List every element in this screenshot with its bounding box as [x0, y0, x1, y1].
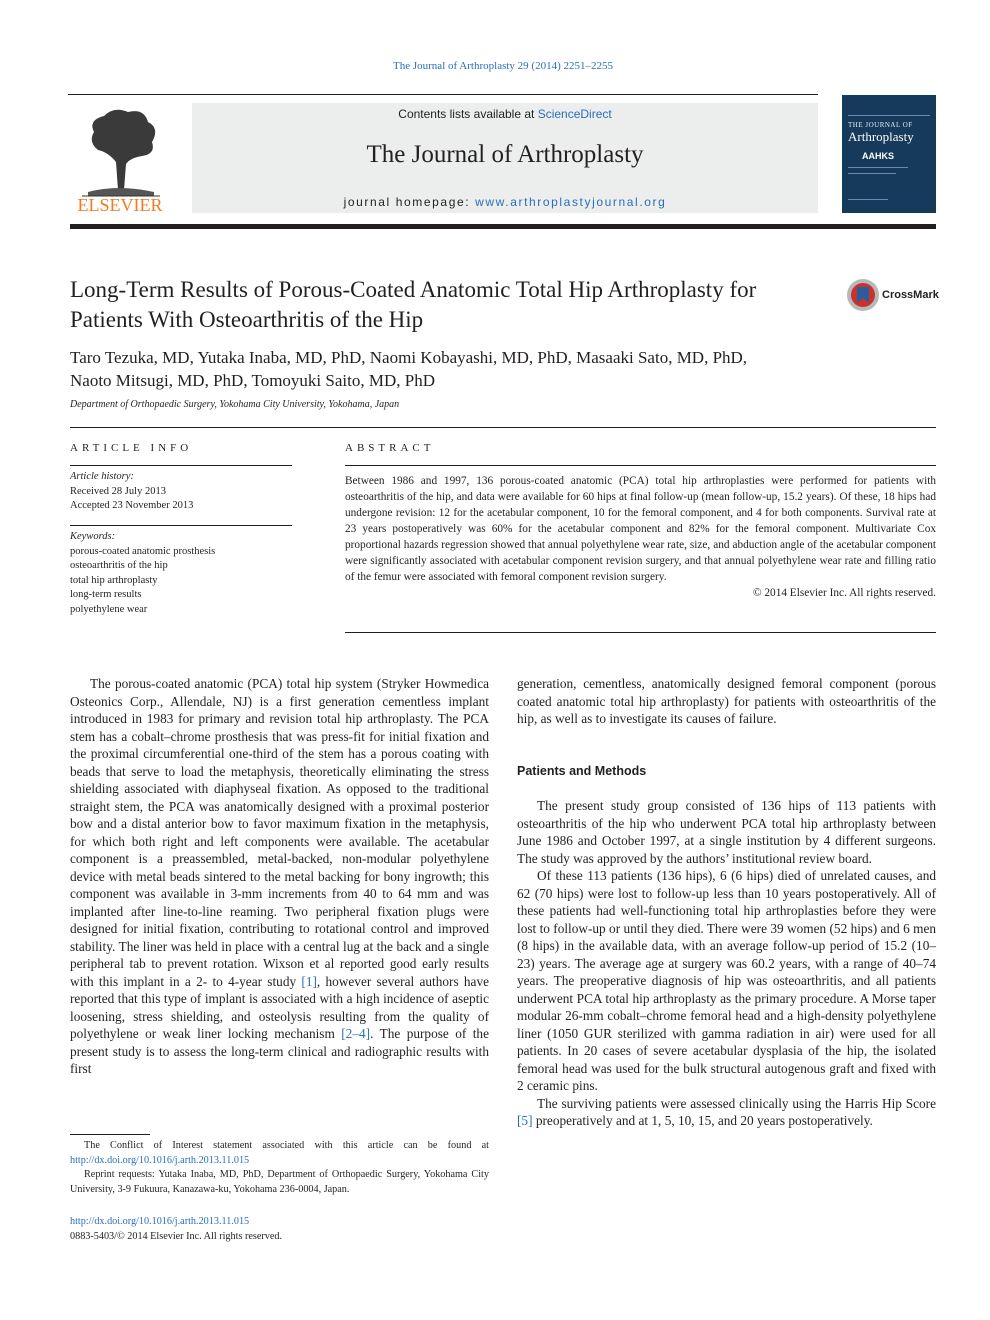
crossmark-badge[interactable]: [846, 278, 938, 312]
article-title: Long-Term Results of Porous-Coated Anatomic Total Hip Arthroplasty for Patients With Osteoarthritis of the Hip: [70, 277, 757, 332]
footnotes: [70, 1139, 489, 1197]
methods-text: preoperatively and at 1, 5, 10, 15, and 20 years postoperatively.: [532, 1113, 873, 1128]
abstract-rule: [345, 465, 936, 466]
intro-text: . The purpose of the present study is to assess the long-term clinical and radiographic results with first: [70, 1026, 489, 1076]
section-heading: Patients and Methods: [517, 763, 647, 778]
issn-line: 0883-5403/© 2014 Elsevier Inc. All rights reserved.: [70, 1231, 283, 1242]
contents-prefix: Contents lists available at: [398, 107, 538, 121]
keyword: polyethylene wear: [70, 603, 148, 615]
authors-line-1: Taro Tezuka, MD, Yutaka Inaba, MD, PhD, Naomi Kobayashi, MD, PhD, Masaaki Sato, MD, PhD,: [70, 348, 748, 367]
authors-line-2: Naoto Mitsugi, MD, PhD, Tomoyuki Saito, MD, PhD: [70, 371, 435, 390]
intro-continuation: generation, cementless, anatomically designed femoral component (porous coated anatomic total hip arthroplasty) for patients with osteoarthritis of the hip, as well as to investigate its causes of failure.: [517, 676, 936, 726]
footnote-rule: [70, 1134, 150, 1135]
abstract-end-rule: [345, 632, 936, 633]
cover-rule: [848, 167, 908, 168]
info-rule: [70, 525, 292, 526]
abstract-body: [345, 473, 936, 601]
journal-banner: [192, 103, 818, 213]
citation-link[interactable]: [5]: [517, 1113, 533, 1128]
intro-text: The porous-coated anatomic (PCA) total hip system (Stryker Howmedica Osteonics Corp., Allendale, NJ) is a first generation cementless implant introduced in 1983 for primary and revision total hip arthroplasty. The PCA stem has a cobalt–chrome prosthesis that was press-fit for initial fixation and the proximal circumferential one-third of the stem has a porous coating with beads that serve to load the metaphysis, theoretically eliminating the stress shielding associated with diaphyseal fixation. As opposed to the traditional straight stem, the PCA was anatomically designed with a proximal posterior bow and a distal anterior bow to favor maximum fixation in the metaphysis, for which both right and left components were available. The acetabular component is a preassembled, metal-backed, non-modular polyethylene device with metal beads sintered to the metal backing for bony ingrowth; this component was available in 3-mm increments from 40 to 64 mm and was implanted after line-to-line reaming. Two peripheral fixation plugs were designed for initial fixation, contributing to rotational control and improved stability. The liner was held in place with a central lug at the back and a single peripheral tab to prevent rotation. Wixson et al reported good early results with this implant in a 2- to 4-year study: [70, 676, 489, 989]
methods-paragraph: Of these 113 patients (136 hips), 6 (6 hips) died of unrelated causes, and 62 (70 hips) were lost to follow-up less than 10 years postoperatively. All of these patients had well-functioning total hip arthroplasties before they were lost to follow-up or until they died. There were 39 women (52 hips) and 6 men (8 hips) in the available data, with an average follow-up period of 15.2 (10–23) years. The average age at surgery was 60.2 years, with a range of 40–74 years. The preoperative diagnosis of hip was osteoarthritis, and all patients underwent PCA total hip arthroplasty as the primary procedure. A Morse taper modular 26-mm cobalt–chrome femoral head and a high-density polyethylene liner (1050 GUR sterilized with gamma radiation in air) were used for all patients. In 20 cases of severe acetabular dysplasia of the hip, the isolated femoral head was used for the bulk structural autogenous graft and fixed with 2 ceramic pins.: [517, 868, 936, 1093]
crossmark-label: CrossMark: [882, 289, 939, 301]
body-column-right: [517, 675, 936, 1130]
elsevier-logo[interactable]: [68, 102, 172, 214]
doi-link[interactable]: http://dx.doi.org/10.1016/j.arth.2013.11.015: [70, 1216, 250, 1227]
keyword: long-term results: [70, 589, 142, 600]
author-list: [70, 346, 930, 392]
copyright: © 2014 Elsevier Inc. All rights reserved.: [752, 587, 936, 599]
homepage-link[interactable]: www.arthroplastyjournal.org: [475, 195, 667, 209]
history-label: Article history:: [70, 471, 134, 482]
cover-rule: [848, 115, 930, 116]
methods-paragraph: [517, 1095, 936, 1130]
header-thick-rule: [70, 224, 936, 229]
coi-text: The Conflict of Interest statement associated with this article can be found at: [84, 1140, 489, 1151]
intro-paragraph: [70, 675, 489, 1078]
journal-citation[interactable]: The Journal of Arthroplasty 29 (2014) 2251–2255: [393, 60, 613, 72]
coi-footnote: [70, 1139, 489, 1168]
header-rule: [68, 94, 818, 95]
intro-text: , however several authors have reported that this type of implant is associated with a high incidence of aseptic loosening, stress shielding, and osteolysis resulting from the quality of polyethylene or weak liner locking mechanism: [70, 973, 490, 1041]
cover-line1: THE JOURNAL OF: [848, 121, 913, 129]
received-date: Received 28 July 2013: [70, 485, 166, 497]
citation-link[interactable]: [2–4]: [341, 1026, 371, 1041]
sciencedirect-link[interactable]: ScienceDirect: [537, 107, 612, 121]
cover-rule: [848, 199, 888, 200]
elsevier-tree-icon: [68, 102, 172, 214]
homepage-line: [192, 195, 818, 209]
bottom-info: [70, 1214, 282, 1244]
keywords-block: [70, 530, 292, 617]
info-rule: [70, 465, 292, 466]
abstract-heading: ABSTRACT: [345, 442, 435, 454]
journal-cover[interactable]: [842, 95, 936, 213]
body-column-left: [70, 675, 489, 1078]
journal-title: The Journal of Arthroplasty: [366, 141, 644, 168]
elsevier-wordmark: ELSEVIER: [77, 195, 163, 214]
contents-line: [192, 107, 818, 121]
keywords-label: Keywords:: [70, 531, 116, 542]
accepted-date: Accepted 23 November 2013: [70, 500, 194, 511]
abstract-text: Between 1986 and 1997, 136 porous-coated anatomic (PCA) total hip arthroplasties were performed for patients with osteoarthritis of the hip, and data were available for 60 hips at final follow-up (mean follow-up, 15.2 years). Of these, 18 hips had undergone revision: 12 for the acetabular component, 10 for the femoral component, and 4 for both components. Survival rate at 23 years postoperatively was 60% for the acetabular component and 82% for the femoral component. Multivariate Cox proportional hazards regression showed that annual polyethylene wear rate, size, and abduction angle of the acetabular component were significantly associated with acetabular component revision surgery, and that annual polyethylene wear rate and filling ratio of the femur were associated with femoral component revision surgery.: [345, 475, 936, 583]
crossmark-icon: [846, 278, 880, 312]
cover-rule: [848, 173, 896, 174]
cover-line2: Arthroplasty: [848, 129, 914, 144]
section-rule: [70, 427, 936, 428]
keyword: osteoarthritis of the hip: [70, 560, 168, 571]
keyword: porous-coated anatomic prosthesis: [70, 545, 216, 557]
article-info-heading: ARTICLE INFO: [70, 442, 193, 454]
article-info: [70, 470, 292, 514]
cover-aahks: AAHKS: [862, 151, 895, 161]
methods-paragraph: The present study group consisted of 136 hips of 113 patients with osteoarthritis of the hip who underwent PCA total hip arthroplasty between June 1986 and October 1997, at a single institution by 4 different surgeons. The study was approved by the authors’ institutional review board.: [517, 798, 936, 866]
methods-text: The surviving patients were assessed clinically using the Harris Hip Score: [537, 1095, 936, 1111]
homepage-prefix: journal homepage:: [343, 195, 476, 209]
coi-link[interactable]: http://dx.doi.org/10.1016/j.arth.2013.11.015: [70, 1154, 250, 1166]
keyword: total hip arthroplasty: [70, 574, 158, 586]
citation-link[interactable]: [1]: [301, 973, 317, 989]
affiliation: Department of Orthopaedic Surgery, Yokohama City University, Yokohama, Japan: [70, 399, 400, 410]
reprint-footnote: Reprint requests: Yutaka Inaba, MD, PhD, Department of Orthopaedic Surgery, Yokohama City University, 3-9 Fukuura, Kanazawa-ku, Yokohama 236-0004, Japan.: [70, 1169, 489, 1195]
